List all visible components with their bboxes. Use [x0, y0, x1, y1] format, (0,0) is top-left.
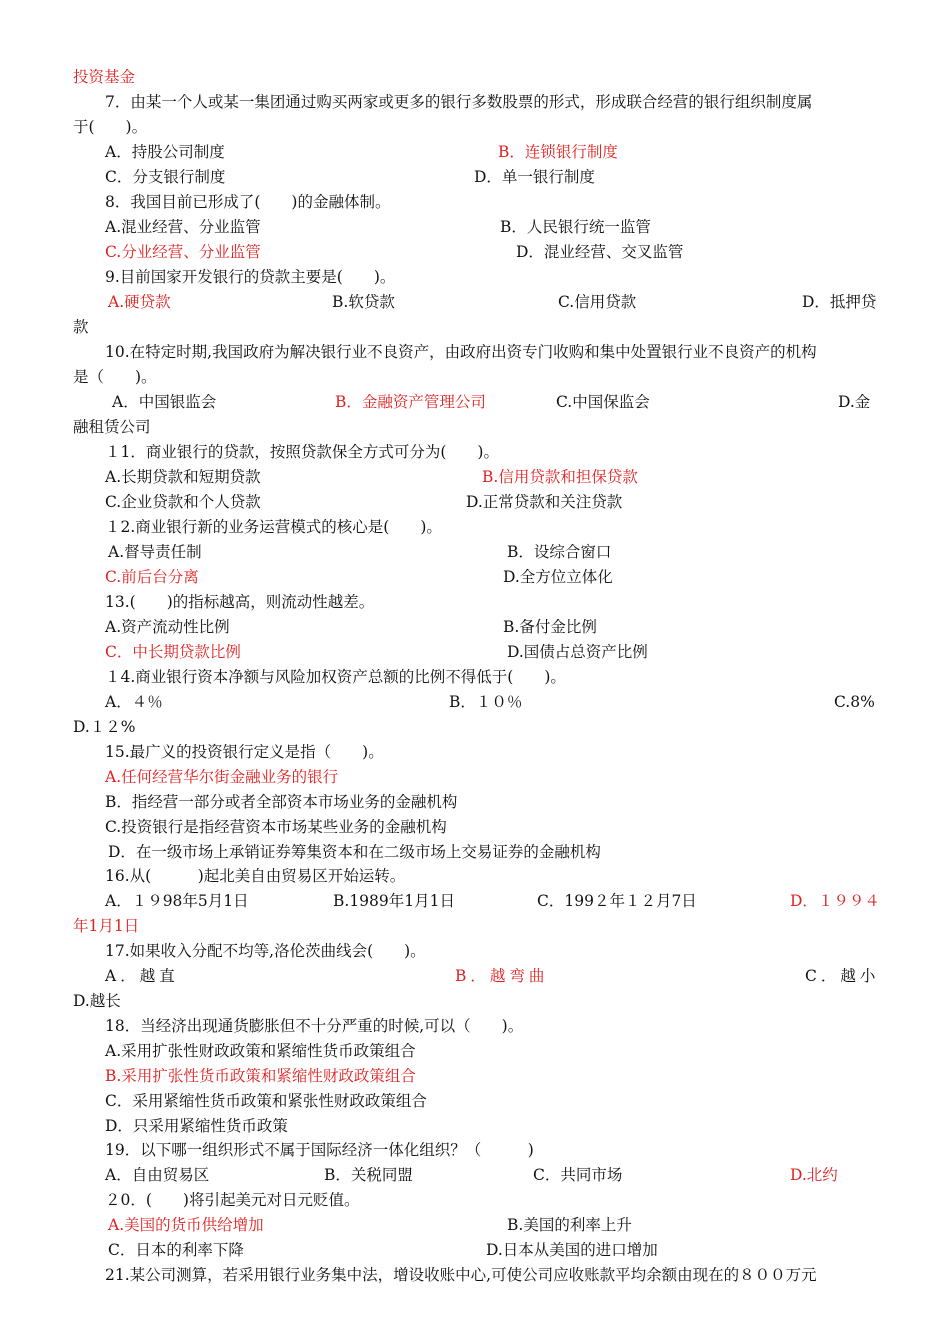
question-14-option-d: D.１２% — [73, 718, 136, 736]
question-12-option-c-answer: C.前后台分离 — [105, 568, 199, 586]
question-19-option-d-answer: D.北约 — [790, 1166, 838, 1184]
question-16-option-d-answer-cont: 年1月1日 — [73, 917, 140, 935]
question-16-option-d-answer: D．１９９４ — [790, 892, 880, 910]
question-18-option-d: D．只采用紧缩性货币政策 — [105, 1117, 288, 1135]
section-heading: 投资基金 — [73, 68, 136, 86]
question-9-option-c: C.信用贷款 — [558, 293, 637, 311]
question-13-option-c-answer: C．中长期贷款比例 — [105, 643, 241, 661]
question-20-stem: ２0．( )将引起美元对日元贬值。 — [105, 1191, 360, 1209]
question-18-option-b-answer: B.采用扩张性货币政策和紧缩性财政政策组合 — [105, 1067, 416, 1085]
question-8-option-d: D．混业经营、交叉监管 — [516, 243, 684, 261]
question-20-option-d: D.日本从美国的进口增加 — [486, 1241, 658, 1259]
question-11-option-c: C.企业贷款和个人贷款 — [105, 493, 261, 511]
question-7-option-d: D．单一银行制度 — [474, 168, 595, 186]
question-10-stem: 10.在特定时期,我国政府为解决银行业不良资产，由政府出资专门收购和集中处置银行业不良资产的机构 — [105, 343, 817, 361]
question-17-option-b-answer: B．越弯曲 — [455, 967, 549, 985]
question-15-option-b: B．指经营一部分或者全部资本市场业务的金融机构 — [105, 793, 458, 811]
question-16-stem: 16.从( )起北美自由贸易区开始运转。 — [105, 867, 406, 885]
question-7-stem: 7．由某一个人或某一集团通过购买两家或更多的银行多数股票的形式，形成联合经营的银行组织制度属 — [105, 93, 813, 111]
question-13-option-b: B.备付金比例 — [503, 618, 597, 636]
question-11-stem: １1．商业银行的贷款，按照贷款保全方式可分为( )。 — [105, 443, 499, 461]
question-9-stem: 9.目前国家开发银行的贷款主要是( )。 — [105, 268, 396, 286]
question-7-option-b-answer: B．连锁银行制度 — [498, 143, 618, 161]
question-9-option-d: D．抵押贷 — [802, 293, 877, 311]
question-13-stem: 13.( )的指标越高，则流动性越差。 — [105, 593, 375, 611]
question-19-option-b: B．关税同盟 — [324, 1166, 413, 1184]
question-10-option-b-answer: B．金融资产管理公司 — [335, 393, 486, 411]
question-16-option-a: A．１９98年5月1日 — [105, 892, 249, 910]
question-8-option-b: B．人民银行统一监管 — [500, 218, 651, 236]
question-9-option-a-answer: A.硬贷款 — [108, 293, 171, 311]
question-13-option-d: D.国债占总资产比例 — [507, 643, 648, 661]
question-18-option-a: A.采用扩张性财政政策和紧缩性货币政策组合 — [105, 1042, 416, 1060]
question-12-option-d: D.全方位立体化 — [503, 568, 613, 586]
question-14-stem: １4.商业银行资本净额与风险加权资产总额的比例不得低于( )。 — [105, 668, 566, 686]
question-11-option-a: A.长期贷款和短期贷款 — [105, 468, 261, 486]
question-20-option-b: B.美国的利率上升 — [507, 1216, 632, 1234]
question-11-option-d: D.正常贷款和关注贷款 — [466, 493, 623, 511]
question-10-option-a: A．中国银监会 — [112, 393, 217, 411]
question-12-option-b: B．设综合窗口 — [507, 543, 612, 561]
question-19-option-c: C．共同市场 — [533, 1166, 623, 1184]
question-7-option-a: A．持股公司制度 — [105, 143, 225, 161]
question-8-stem: 8．我国目前已形成了( )的金融体制。 — [105, 193, 391, 211]
question-14-option-a: A．４％ — [105, 693, 163, 711]
question-21-stem: 21.某公司测算，若采用银行业务集中法，增设收账中心,可使公司应收账款平均余额由现在的８００万元 — [105, 1266, 817, 1284]
question-15-stem: 15.最广义的投资银行定义是指（ )。 — [105, 743, 384, 761]
question-7-stem-cont: 于( )。 — [73, 118, 148, 136]
question-16-option-b: B.1989年1月1日 — [333, 892, 455, 910]
question-14-option-c: C.8% — [834, 693, 875, 711]
question-12-option-a: A.督导责任制 — [108, 543, 202, 561]
question-9-option-d-cont: 款 — [73, 318, 89, 336]
question-15-option-d: D．在一级市场上承销证券筹集资本和在二级市场上交易证券的金融机构 — [108, 843, 601, 861]
question-14-option-b: B．１０％ — [449, 693, 523, 711]
question-16-option-c: C．199２年１２月7日 — [537, 892, 697, 910]
question-15-option-c: C.投资银行是指经营资本市场某些业务的金融机构 — [105, 818, 447, 836]
question-10-option-d-cont: 融租赁公司 — [73, 418, 151, 436]
question-19-option-a: A．自由贸易区 — [105, 1166, 210, 1184]
question-13-option-a: A.资产流动性比例 — [105, 618, 230, 636]
question-7-option-c: C．分支银行制度 — [105, 168, 226, 186]
question-10-option-d: D.金 — [838, 393, 871, 411]
question-18-stem: 18．当经济出现通货膨胀但不十分严重的时候,可以（ )。 — [105, 1017, 524, 1035]
question-8-option-c-answer: C.分业经营、分业监管 — [105, 243, 261, 261]
question-17-option-d: D.越长 — [73, 992, 121, 1010]
question-12-stem: １2.商业银行新的业务运营模式的核心是( )。 — [105, 518, 442, 536]
question-17-stem: 17.如果收入分配不均等,洛伦茨曲线会( )。 — [105, 942, 426, 960]
question-10-stem-cont: 是（ )。 — [73, 368, 157, 386]
question-17-option-a: A．越直 — [105, 967, 179, 985]
question-8-option-a: A.混业经营、分业监管 — [105, 218, 261, 236]
question-9-option-b: B.软贷款 — [332, 293, 395, 311]
question-15-option-a-answer: A.任何经营华尔街金融业务的银行 — [105, 768, 339, 786]
question-11-option-b-answer: B.信用贷款和担保贷款 — [482, 468, 638, 486]
question-10-option-c: C.中国保监会 — [556, 393, 650, 411]
question-18-option-c: C．采用紧缩性货币政策和紧张性财政政策组合 — [105, 1092, 427, 1110]
question-19-stem: 19．以下哪一组织形式不属于国际经济一体化组织？（ ) — [105, 1141, 534, 1159]
question-20-option-a-answer: A.美国的货币供给增加 — [108, 1216, 264, 1234]
question-17-option-c: C．越小 — [805, 967, 880, 985]
question-20-option-c: C．日本的利率下降 — [108, 1241, 244, 1259]
